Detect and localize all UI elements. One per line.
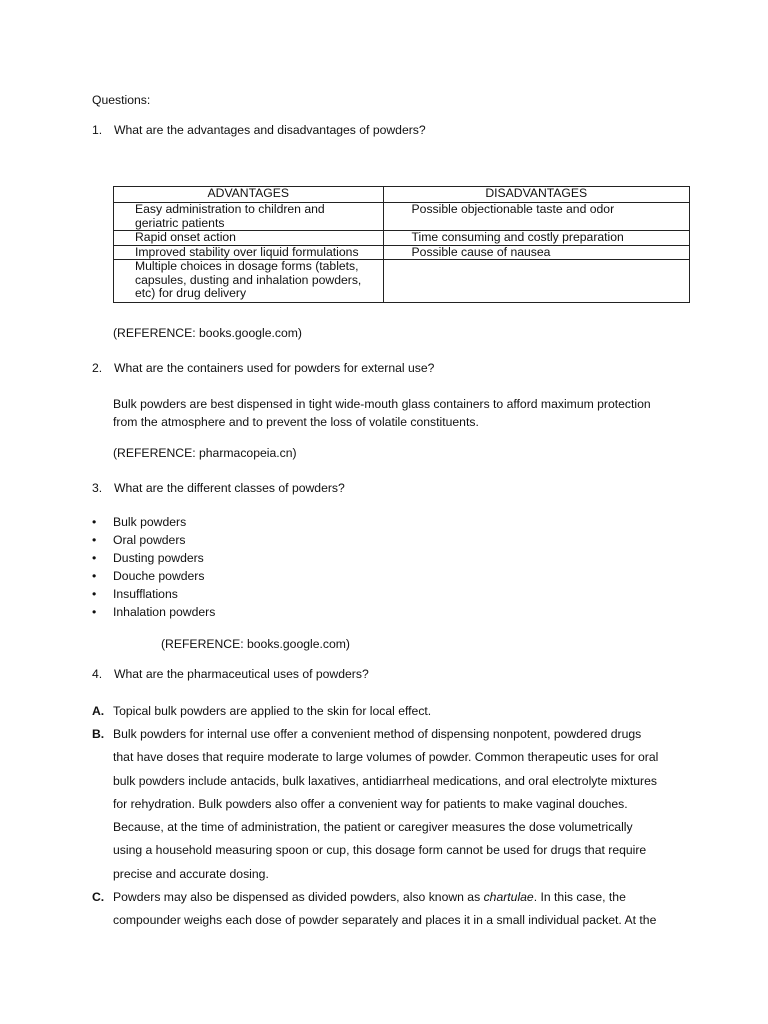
item-line: Bulk powders for internal use offer a convenient method of dispensing nonpotent, powdered drugs [113, 727, 642, 741]
item-line [113, 886, 693, 909]
disadvantage-cell: Time consuming and costly preparation [383, 231, 689, 246]
question-number: 4. [92, 667, 103, 681]
reference-2: (REFERENCE: pharmacopeia.cn) [113, 446, 297, 460]
item-line: for rehydration. Bulk powders also offer a convenient way for patients to make vaginal douches. [113, 796, 628, 811]
item-emphasis: chartulae [483, 890, 534, 904]
list-item-text: Inhalation powders [113, 605, 216, 619]
question-number: 1. [92, 123, 103, 137]
item-line: bulk powders include antacids, bulk laxatives, antidiarrheal medications, and oral electrolyte mixtures [113, 773, 657, 788]
list-item [92, 515, 215, 533]
cell-line: etc) for drug delivery [135, 286, 247, 300]
question-text: What are the different classes of powders? [114, 481, 345, 495]
disadvantage-cell: Possible cause of nausea [383, 245, 689, 260]
cell-line: geriatric patients [135, 215, 225, 230]
item-line: using a household measuring spoon or cup, this dosage form cannot be used for drugs that require [113, 843, 647, 858]
list-item-text: Bulk powders [113, 515, 187, 529]
list-item-text: Douche powders [113, 569, 205, 583]
item-line: compounder weighs each dose of powder separately and places it in a small individual packet. At the [113, 913, 657, 928]
item-line: that have doses that require moderate to large volumes of powder. Common therapeutic uses for oral [113, 750, 659, 765]
question-text: What are the pharmaceutical uses of powders? [114, 667, 369, 681]
table-row [114, 245, 690, 260]
answer-line: from the atmosphere and to prevent the loss of volatile constituents. [113, 415, 479, 429]
item-letter: B. [92, 727, 105, 741]
bullet-icon: • [92, 587, 97, 601]
list-item [92, 605, 215, 623]
table-row [114, 260, 690, 303]
bullet-icon: • [92, 605, 97, 619]
item-text: Powders may also be dispensed as divided powders, also known as [113, 890, 484, 904]
advantage-cell [114, 231, 384, 246]
powder-classes-list [92, 515, 215, 623]
table-header-row [114, 187, 690, 203]
reference-3: (REFERENCE: books.google.com) [161, 637, 350, 651]
list-item [92, 587, 215, 605]
item-line: Because, at the time of administration, the patient or caregiver measures the dose volumetrically [113, 820, 633, 835]
list-item [92, 569, 215, 587]
reference-1: (REFERENCE: books.google.com) [113, 326, 302, 340]
item-letter: C. [92, 890, 105, 904]
questions-heading: Questions: [92, 93, 151, 107]
disadvantages-header: DISADVANTAGES [383, 187, 689, 203]
list-item-text: Oral powders [113, 533, 186, 547]
cell-line: capsules, dusting and inhalation powders, [135, 272, 362, 287]
list-item [92, 533, 215, 551]
question-text: What are the containers used for powders for external use? [114, 361, 435, 375]
table-row [114, 231, 690, 246]
answer-line: Bulk powders are best dispensed in tight wide-mouth glass containers to afford maximum protection [113, 397, 651, 411]
list-item-text: Insufflations [113, 587, 178, 601]
cell-line: Rapid onset action [135, 230, 236, 244]
bullet-icon: • [92, 569, 97, 583]
bullet-icon: • [92, 551, 97, 565]
list-item [92, 551, 215, 569]
item-line: precise and accurate dosing. [113, 866, 269, 881]
item-line: Topical bulk powders are applied to the skin for local effect. [113, 704, 432, 718]
table-row [114, 203, 690, 231]
question-text: What are the advantages and disadvantages of powders? [114, 123, 426, 137]
advantage-cell [114, 260, 384, 303]
cell-line: Multiple choices in dosage forms (tablets, [135, 259, 359, 273]
item-text: . In this case, the [533, 890, 626, 904]
advantage-cell [114, 245, 384, 260]
cell-line: Improved stability over liquid formulations [135, 244, 359, 259]
question-number: 2. [92, 361, 103, 375]
advantages-table [113, 186, 690, 303]
advantages-header: ADVANTAGES [114, 187, 384, 203]
bullet-icon: • [92, 533, 97, 547]
q2-answer [113, 395, 693, 431]
list-item-text: Dusting powders [113, 551, 204, 565]
disadvantage-cell [383, 260, 689, 303]
advantage-cell [114, 203, 384, 231]
question-number: 3. [92, 481, 103, 495]
disadvantage-cell: Possible objectionable taste and odor [383, 203, 689, 231]
bullet-icon: • [92, 515, 97, 529]
cell-line: Easy administration to children and [135, 202, 325, 216]
item-letter: A. [92, 704, 105, 718]
